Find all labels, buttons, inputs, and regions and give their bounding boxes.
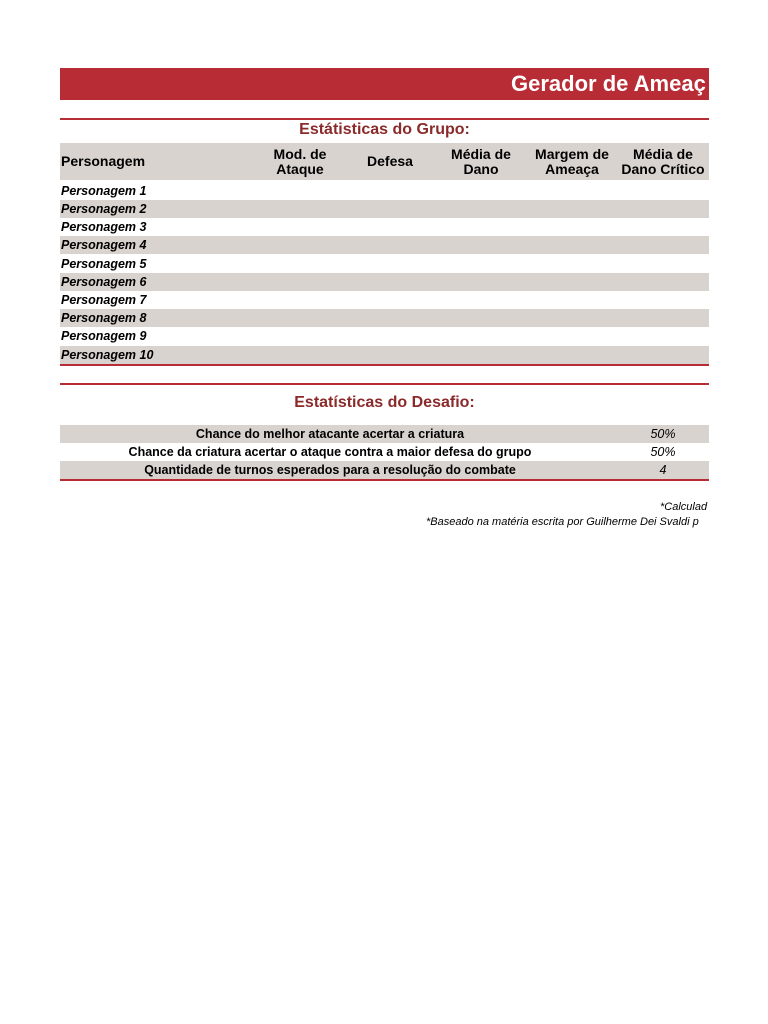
challenge-rule-bottom — [60, 479, 709, 481]
character-name: Personagem 6 — [61, 275, 147, 289]
table-row[interactable] — [60, 291, 709, 309]
col-mod-ataque: Mod. de Ataque — [273, 145, 327, 177]
col-defesa: Defesa — [367, 153, 413, 169]
credit-note: *Baseado na matéria escrita por Guilherme Dei Svaldi p — [426, 516, 699, 528]
character-name: Personagem 2 — [61, 202, 147, 216]
stat-row[interactable] — [60, 461, 709, 479]
character-name: Personagem 5 — [61, 257, 147, 271]
character-name: Personagem 7 — [61, 293, 147, 307]
stat-value: 4 — [659, 463, 667, 477]
table-row[interactable] — [60, 327, 709, 345]
stat-row[interactable] — [60, 425, 709, 443]
notes-area — [60, 495, 709, 535]
stat-value: 50% — [650, 427, 676, 441]
group-table-header — [60, 143, 709, 180]
calc-note: *Calculad — [660, 501, 708, 513]
group-heading: Estátisticas do Grupo: — [299, 121, 470, 138]
col-personagem: Personagem — [61, 153, 146, 169]
table-row[interactable] — [60, 346, 709, 364]
col-media-dano-critico: Média de Dano Crítico — [621, 145, 705, 177]
character-name: Personagem 3 — [61, 220, 147, 234]
table-row[interactable] — [60, 273, 709, 291]
challenge-rule-top — [60, 383, 709, 385]
col-media-dano: Média de Dano — [451, 145, 511, 177]
stat-label: Chance da criatura acertar o ataque contra a maior defesa do grupo — [128, 445, 532, 459]
section-rule-bottom — [60, 364, 709, 366]
character-name: Personagem 8 — [61, 311, 147, 325]
col-margem-ameaca: Margem de Ameaça — [535, 145, 609, 177]
stat-label: Chance do melhor atacante acertar a criatura — [195, 427, 465, 441]
challenge-heading: Estatísticas do Desafio: — [294, 394, 475, 411]
character-name: Personagem 1 — [61, 184, 147, 198]
stat-row[interactable] — [60, 443, 709, 461]
page-title: Gerador de Ameaç — [511, 71, 706, 96]
table-row[interactable] — [60, 309, 709, 327]
table-row[interactable] — [60, 218, 709, 236]
character-name: Personagem 4 — [61, 238, 147, 252]
table-row[interactable] — [60, 236, 709, 254]
character-name: Personagem 10 — [61, 348, 154, 362]
title-bar — [60, 68, 709, 100]
character-name: Personagem 9 — [61, 329, 147, 343]
stat-label: Quantidade de turnos esperados para a resolução do combate — [144, 463, 516, 477]
stat-value: 50% — [650, 445, 676, 459]
table-row[interactable] — [60, 182, 709, 200]
table-row[interactable] — [60, 255, 709, 273]
table-row[interactable] — [60, 200, 709, 218]
